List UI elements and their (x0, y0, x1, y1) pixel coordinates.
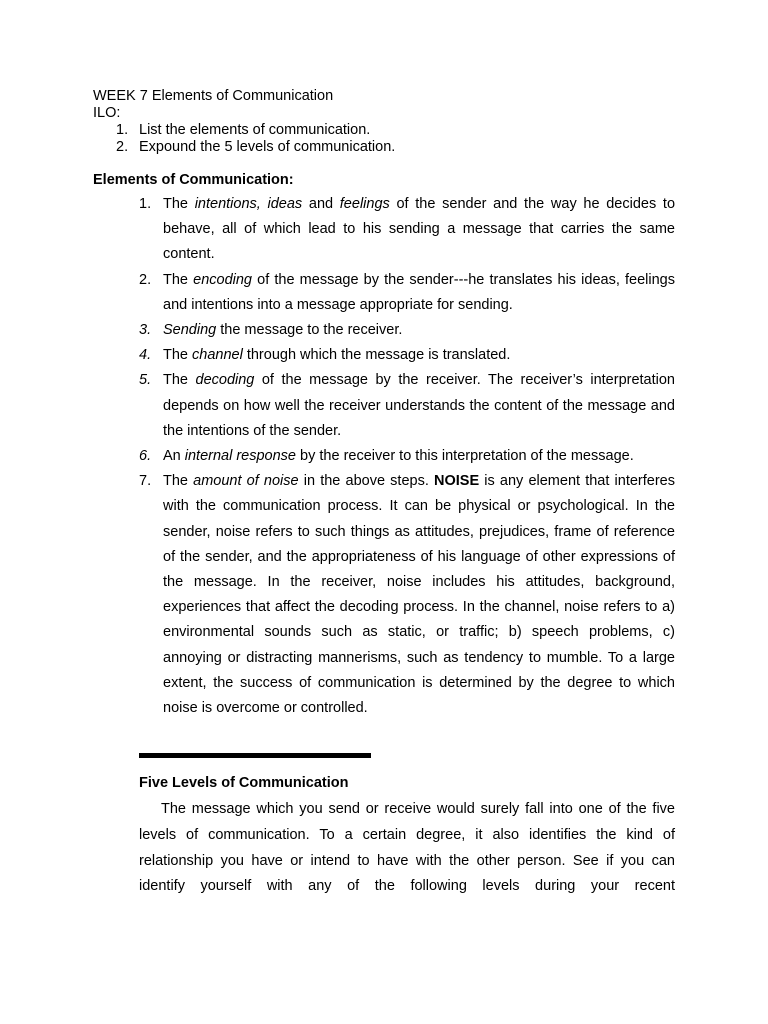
list-item-number: 5. (139, 372, 152, 389)
list-item-number: 3. (139, 322, 152, 339)
ilo-label: ILO: (93, 105, 121, 121)
list-item-number: 4. (139, 347, 152, 364)
list-item-number: 6. (139, 448, 152, 465)
list-item: 5. The decoding of the message by the receiver. The receiver’s interpretation depends on how well the receiver understands the content of the message and the intentions of the sender. (139, 368, 675, 444)
week-title: WEEK 7 Elements of Communication (93, 88, 334, 104)
section-divider (139, 753, 371, 758)
levels-paragraph: The message which you send or receive would surely fall into one of the five levels of communication. To a certain degree, it also identifies the kind of relationship you have or intend to have with the other person. See if you can identify yourself with any of the following levels during your recent (139, 801, 675, 895)
ilo-item-text: Expound the 5 levels of communication. (139, 139, 396, 155)
list-item-number: 7. (139, 473, 152, 490)
elements-list (139, 192, 675, 721)
list-item: 1. The intentions, ideas and feelings of the sender and the way he decides to behave, all of which lead to his sending a message that carries the same content. (139, 192, 675, 268)
list-item-number: 1. (139, 196, 152, 212)
list-item: 2. The encoding of the message by the sender---he translates his ideas, feelings and intentions into a message appropriate for sending. (139, 268, 675, 318)
ilo-item-number: 1. (116, 122, 129, 138)
levels-heading: Five Levels of Communication (139, 775, 349, 791)
ilo-item-number: 2. (116, 139, 129, 155)
elements-heading: Elements of Communication: (93, 172, 294, 188)
list-item: 7. The amount of noise in the above steps. NOISE is any element that interferes with the communication process. It can be physical or psychological. In the sender, noise refers to such things as attitudes, prejudices, frame of reference of the sender, and the appropriateness of his language of other expressions of the message. In the receiver, noise includes his attitudes, background, experiences that affect the decoding process. In the channel, noise refers to a) environmental sounds such as static, or traffic; b) speech problems, c) annoying or distracting mannerisms, such as tendency to mumble. To a large extent, the success of communication is determined by the degree to which noise is overcome or controlled. (139, 469, 675, 721)
ilo-item-text: List the elements of communication. (139, 122, 371, 138)
list-item: 3. Sending the message to the receiver. (139, 318, 675, 343)
list-item: 4. The channel through which the message is translated. (139, 343, 675, 368)
list-item-number: 2. (139, 271, 152, 288)
list-item: 6. An internal response by the receiver to this interpretation of the message. (139, 444, 675, 469)
